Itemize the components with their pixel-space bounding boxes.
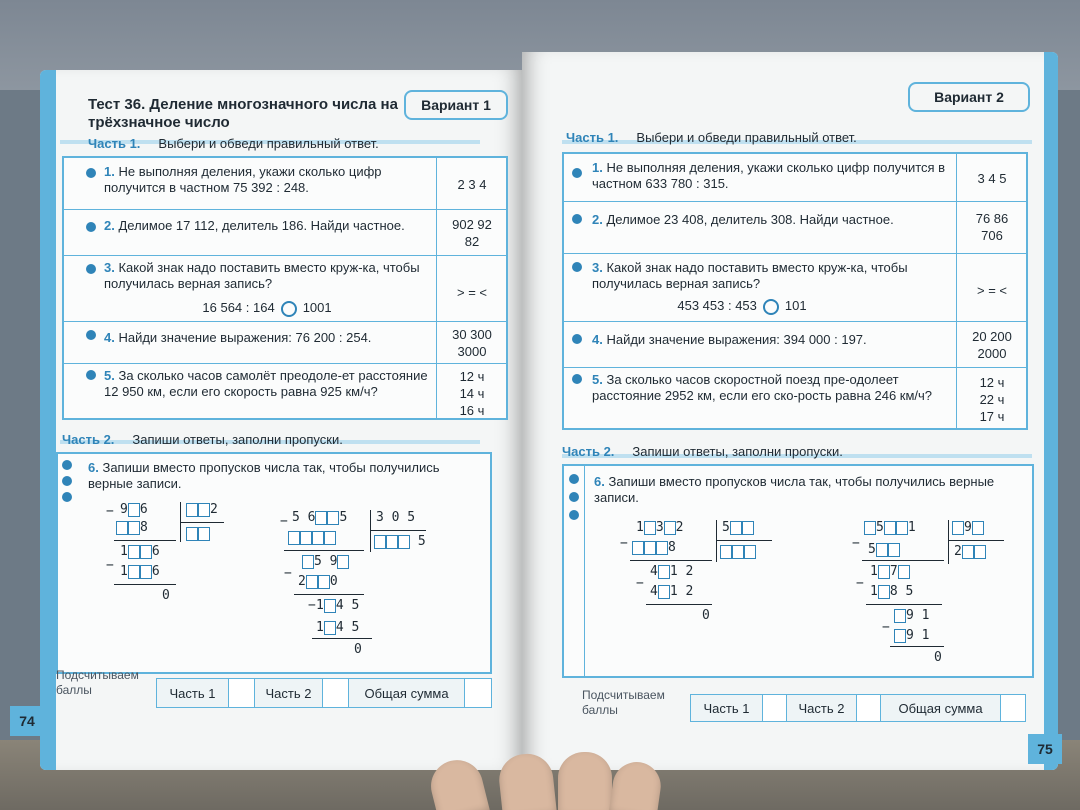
blank-cell[interactable] <box>324 531 336 545</box>
bullet-icon <box>569 474 579 484</box>
part2-label: Часть 2. <box>562 444 615 459</box>
score-part1-field[interactable] <box>229 679 255 707</box>
score-part2-field[interactable] <box>323 679 349 707</box>
digit: 0 <box>354 642 362 657</box>
digit: 1 2 <box>669 584 694 599</box>
blank-cell[interactable] <box>198 527 210 541</box>
page-number-left: 74 <box>10 706 44 736</box>
blank-cell[interactable] <box>656 541 668 555</box>
question-text <box>592 260 952 292</box>
question-text <box>592 372 952 404</box>
blank-cell[interactable] <box>186 527 198 541</box>
question-text <box>592 332 952 348</box>
bullet-icon <box>86 168 96 178</box>
blank-cell[interactable] <box>315 511 327 525</box>
blank-cell[interactable] <box>644 521 656 535</box>
blank-cell[interactable] <box>896 521 908 535</box>
digit: 1 <box>120 544 128 559</box>
digit: 5 6 <box>292 510 316 525</box>
blank-cell[interactable] <box>644 541 656 555</box>
question-row-4 <box>564 322 1026 368</box>
score-total-label: Общая сумма <box>881 695 1001 721</box>
question-body: Делимое 17 112, делитель 186. Найди частное. <box>118 218 405 233</box>
digit: 4 <box>650 564 658 579</box>
digit: 1 <box>636 520 644 535</box>
score-part1-label: Часть 1 <box>691 695 763 721</box>
bullet-icon <box>572 262 582 272</box>
digit: 5 <box>722 520 730 535</box>
score-label-line: баллы <box>56 683 92 697</box>
score-part1-field[interactable] <box>763 695 787 721</box>
blank-cell[interactable] <box>398 535 410 549</box>
digit: 0 <box>329 574 338 589</box>
answer-options[interactable]: 30 300 3000 <box>452 327 492 359</box>
part2-heading-left <box>62 432 343 447</box>
question-text <box>592 160 952 192</box>
blank-cell[interactable] <box>128 545 140 559</box>
question-body: Найди значение выражения: 76 200 : 254. <box>118 330 372 345</box>
blank-cell[interactable] <box>878 565 890 579</box>
question-row-5 <box>564 368 1026 428</box>
score-total-field[interactable] <box>1001 695 1025 721</box>
blank-cell[interactable] <box>720 545 732 559</box>
blank-cell[interactable] <box>876 543 888 557</box>
part1-heading-right <box>566 130 857 145</box>
blank-cell[interactable] <box>300 531 312 545</box>
question-6-box-right: 6. Запиши вместо пропусков числа так, чтобы получились верные записи. − 1 3 2 5 8 4 1 2 − 4 1 2 0 − 5 1 9 2 5 1 7 − 1 8 5 9 1 − 9 1 0 <box>562 464 1034 678</box>
blank-cell[interactable] <box>744 545 756 559</box>
digit: 6 <box>151 564 160 579</box>
bullet-icon <box>572 168 582 178</box>
digit: 1 <box>120 564 128 579</box>
score-part2-field[interactable] <box>857 695 881 721</box>
blank-cell[interactable] <box>894 609 906 623</box>
answer-options[interactable]: 902 92 82 <box>452 217 492 249</box>
digit: 1 <box>870 584 878 599</box>
digit: 1 <box>870 564 878 579</box>
question-num: 6. <box>594 474 605 489</box>
variant-2-tab: Вариант 2 <box>908 82 1030 112</box>
question-num: 2. <box>104 218 115 233</box>
bullet-icon <box>572 374 582 384</box>
blank-cell[interactable] <box>128 503 140 517</box>
answer-options[interactable]: > = < <box>457 285 487 300</box>
question-row-4 <box>64 322 506 364</box>
blank-cell[interactable] <box>658 565 670 579</box>
question-num: 5. <box>592 372 603 387</box>
digit: 0 <box>934 650 942 665</box>
bullet-icon <box>62 460 72 470</box>
question-text <box>592 212 952 228</box>
question-num: 3. <box>104 260 115 275</box>
blank-cell[interactable] <box>386 535 398 549</box>
finger-3 <box>558 752 612 810</box>
bullet-icon <box>569 492 579 502</box>
blank-cell[interactable] <box>974 545 986 559</box>
blank-cell[interactable] <box>186 503 198 517</box>
blank-cell[interactable] <box>898 565 910 579</box>
digit: 1 2 <box>669 564 694 579</box>
part1-instruction: Выбери и обведи правильный ответ. <box>158 136 379 151</box>
question-body: Делимое 23 408, делитель 308. Найди частное. <box>606 212 894 227</box>
digit: 4 5 <box>335 598 360 613</box>
blank-cell[interactable] <box>884 521 896 535</box>
left-page-edge <box>40 70 56 770</box>
question-text <box>104 218 430 234</box>
bullet-icon <box>62 492 72 502</box>
question-row-2 <box>564 202 1026 254</box>
blank-cell[interactable] <box>306 575 318 589</box>
question-row-1 <box>64 158 506 210</box>
right-page-edge <box>1044 52 1058 770</box>
part1-heading-left <box>88 136 379 151</box>
answer-options[interactable]: 76 86 706 <box>975 211 1009 243</box>
question-body: Найди значение выражения: 394 000 : 197. <box>606 332 867 347</box>
digit: 0 <box>162 588 170 603</box>
blank-cell[interactable] <box>374 535 386 549</box>
blank-cell[interactable] <box>198 503 210 517</box>
blank-cell[interactable] <box>288 531 300 545</box>
blank-cell[interactable] <box>952 521 964 535</box>
digit: 4 <box>650 584 658 599</box>
question-body: Какой знак надо поставить вместо круж-ка, чтобы получилась верная запись? <box>592 260 908 291</box>
expr-left: 453 453 : 453 <box>677 298 757 313</box>
divisor: 3 0 5 <box>376 510 416 525</box>
question-row-5 <box>64 364 506 422</box>
blank-cell[interactable] <box>337 555 349 569</box>
bullet-icon <box>86 370 96 380</box>
digit: 5 <box>339 510 348 525</box>
score-total-field[interactable] <box>465 679 491 707</box>
digit: 5 <box>876 520 884 535</box>
expr-right: 101 <box>784 298 807 313</box>
question-num: 4. <box>592 332 603 347</box>
blank-cell[interactable] <box>128 521 140 535</box>
question-num: 1. <box>104 164 115 179</box>
blank-cell[interactable] <box>312 531 324 545</box>
variant-1-tab: Вариант 1 <box>404 90 508 120</box>
blank-cell[interactable] <box>116 521 128 535</box>
digit: 0 <box>702 608 710 623</box>
bullet-icon <box>569 510 579 520</box>
question-body: За сколько часов скоростной поезд пре-одолеет расстояние 2952 км, если его ско-рость равна 246 км/ч? <box>592 372 933 403</box>
score-label-line: Подсчитываем <box>56 668 139 682</box>
digit: 7 <box>889 564 898 579</box>
part2-heading-right <box>562 444 843 459</box>
page-number-right: 75 <box>1028 734 1062 764</box>
questions-table-left <box>62 156 508 420</box>
question-num: 2. <box>592 212 603 227</box>
question-6-box-left: 6. Запиши вместо пропусков числа так, чтобы получились верные записи. − 9 6 2 8 1 6 − 1 6 0 − 5 6 5 3 0 5 5 5 9 − 2 0 − 1 4 5 1 4 5 0 <box>56 452 492 674</box>
score-label-left <box>56 668 156 698</box>
blank-cell[interactable] <box>632 541 644 555</box>
answer-options[interactable]: 2 3 4 <box>457 177 487 192</box>
bullet-icon <box>86 222 96 232</box>
question-row-2 <box>64 210 506 256</box>
blank-cell[interactable] <box>864 521 876 535</box>
blank-cell[interactable] <box>664 521 676 535</box>
part1-label: Часть 1. <box>566 130 619 145</box>
question-row-3 <box>64 256 506 322</box>
digit: 9 <box>964 520 972 535</box>
expr-right: 1001 <box>302 300 332 315</box>
bullet-icon <box>86 264 96 274</box>
blank-cell[interactable] <box>302 555 314 569</box>
score-total-label: Общая сумма <box>349 679 465 707</box>
score-part1-label: Часть 1 <box>157 679 229 707</box>
answer-options[interactable]: 20 200 2000 <box>972 329 1012 361</box>
digit: 9 1 <box>906 608 930 623</box>
blank-cell[interactable] <box>972 521 984 535</box>
comparison-expression <box>592 298 892 315</box>
questions-table-right <box>562 152 1028 430</box>
blank-cell[interactable] <box>318 575 330 589</box>
score-label-right <box>582 688 688 718</box>
blank-cell[interactable] <box>324 621 336 635</box>
digit: 5 9 <box>314 554 338 569</box>
blank-cell[interactable] <box>327 511 339 525</box>
question-num: 6. <box>88 460 99 475</box>
score-label-line: Подсчитываем <box>582 688 665 702</box>
digit: 2 <box>298 574 306 589</box>
score-part2-label: Часть 2 <box>255 679 323 707</box>
expr-left: 16 564 : 164 <box>202 300 275 315</box>
digit: 6 <box>151 544 160 559</box>
digit: 1 <box>907 520 916 535</box>
blank-cell[interactable] <box>742 521 754 535</box>
question-body: Какой знак надо поставить вместо круж-ка, чтобы получилась верная запись? <box>104 260 420 291</box>
comparison-expression <box>104 300 430 317</box>
bullet-icon <box>572 334 582 344</box>
answer-options[interactable]: > = < <box>977 283 1007 298</box>
digit: 2 <box>210 502 218 517</box>
digit: 2 <box>675 520 684 535</box>
digit: 5 <box>868 542 876 557</box>
part2-instruction: Запиши ответы, заполни пропуски. <box>132 432 343 447</box>
blank-cell[interactable] <box>730 521 742 535</box>
blank-cell[interactable] <box>878 585 890 599</box>
blank-cell[interactable] <box>140 565 152 579</box>
blank-cell[interactable] <box>658 585 670 599</box>
answer-options[interactable]: 12 ч 22 ч 17 ч <box>979 375 1005 424</box>
part1-label: Часть 1. <box>88 136 141 151</box>
question-body: За сколько часов самолёт преодоле-ет расстояние 12 950 км, если его скорость равна 925 км/ч? <box>104 368 428 399</box>
question-text <box>104 368 430 400</box>
question-row-1 <box>564 154 1026 202</box>
answer-options[interactable]: 12 ч 14 ч 16 ч <box>459 369 485 418</box>
digit: 3 <box>655 520 664 535</box>
digit: 1 <box>316 598 324 613</box>
blank-cell[interactable] <box>128 565 140 579</box>
digit: 8 <box>668 540 676 555</box>
question-body: Запиши вместо пропусков числа так, чтобы получились верные записи. <box>88 460 440 491</box>
part2-label: Часть 2. <box>62 432 115 447</box>
digit: 6 <box>139 502 148 517</box>
question-text <box>104 164 430 196</box>
circle-blank-icon[interactable] <box>763 299 779 315</box>
blank-cell[interactable] <box>962 545 974 559</box>
blank-cell[interactable] <box>894 629 906 643</box>
score-table-left <box>156 678 492 708</box>
digit: 9 <box>120 502 128 517</box>
blank-cell[interactable] <box>732 545 744 559</box>
bullet-icon <box>572 214 582 224</box>
score-label-line: баллы <box>582 703 618 717</box>
question-6-text <box>88 460 488 492</box>
bullet-icon <box>62 476 72 486</box>
digit: 5 <box>417 534 426 549</box>
question-row-3 <box>564 254 1026 322</box>
circle-blank-icon[interactable] <box>281 301 297 317</box>
digit: 9 1 <box>906 628 930 643</box>
answer-options[interactable]: 3 4 5 <box>977 171 1007 186</box>
question-num: 3. <box>592 260 603 275</box>
part2-instruction: Запиши ответы, заполни пропуски. <box>632 444 843 459</box>
test-title: Тест 36. Деление многозначного числа на трёхзначное число <box>88 96 398 131</box>
question-num: 5. <box>104 368 115 383</box>
blank-cell[interactable] <box>888 543 900 557</box>
digit: 8 <box>140 520 148 535</box>
question-text <box>104 260 430 292</box>
digit: 1 <box>316 620 324 635</box>
digit: 4 5 <box>335 620 360 635</box>
blank-cell[interactable] <box>324 599 336 613</box>
question-body: Запиши вместо пропусков числа так, чтобы получились верные записи. <box>594 474 995 505</box>
question-body: Не выполняя деления, укажи сколько цифр получится в частном 75 392 : 248. <box>104 164 382 195</box>
score-table-right <box>690 694 1026 722</box>
question-num: 1. <box>592 160 603 175</box>
question-text <box>104 330 430 346</box>
bullet-icon <box>86 330 96 340</box>
blank-cell[interactable] <box>140 545 152 559</box>
part1-instruction: Выбери и обведи правильный ответ. <box>636 130 857 145</box>
score-part2-label: Часть 2 <box>787 695 857 721</box>
question-num: 4. <box>104 330 115 345</box>
digit: 2 <box>954 544 962 559</box>
digit: 8 5 <box>889 584 914 599</box>
question-6-text <box>594 474 1024 506</box>
question-body: Не выполняя деления, укажи сколько цифр получится в частном 633 780 : 315. <box>592 160 946 191</box>
